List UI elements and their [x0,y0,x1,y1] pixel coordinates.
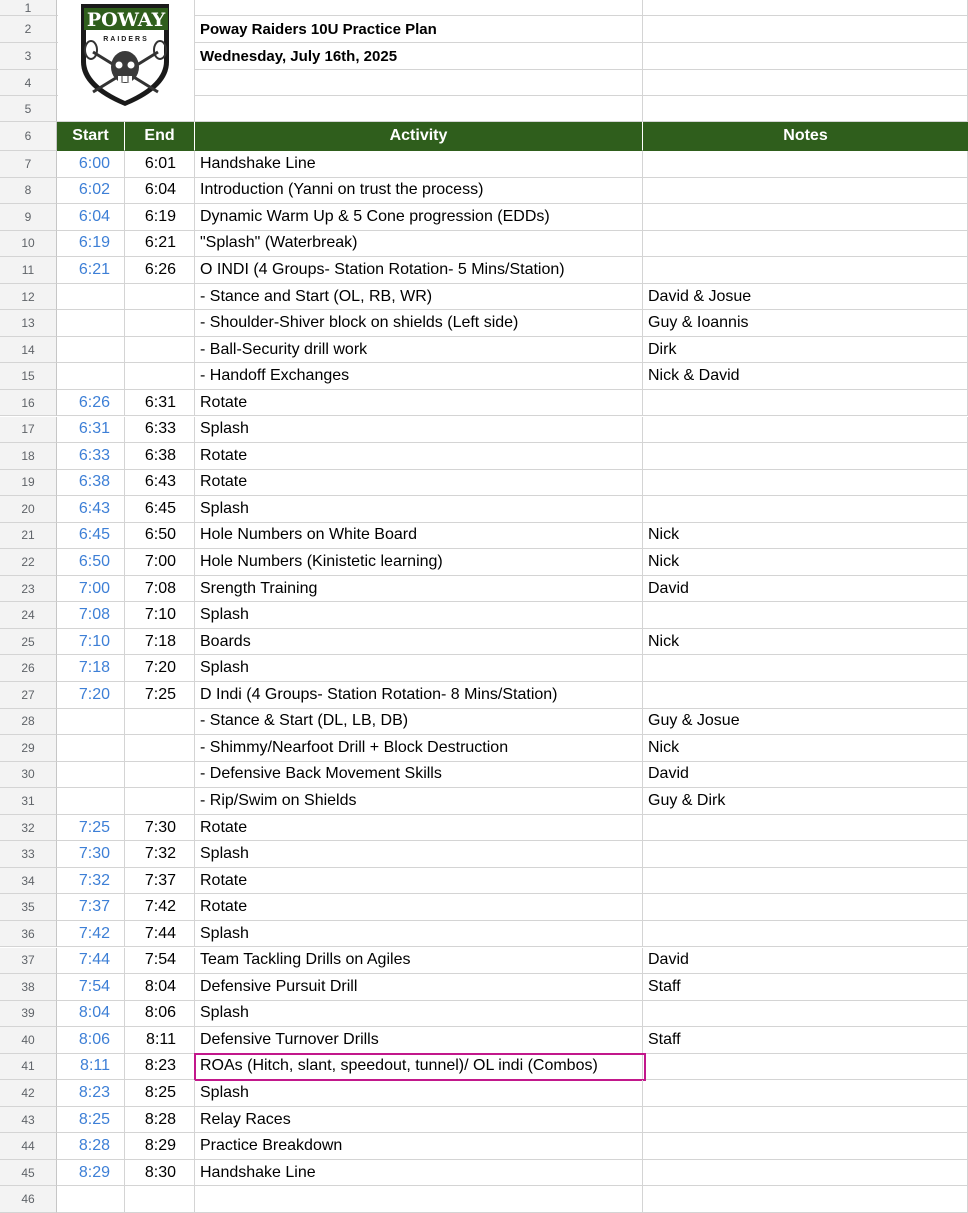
notes-cell[interactable]: Nick [643,735,968,762]
notes-cell[interactable]: Nick [643,523,968,550]
start-time-cell[interactable]: 6:43 [57,496,125,523]
end-time-cell[interactable]: 7:08 [125,576,195,603]
activity-cell[interactable]: O INDI (4 Groups- Station Rotation- 5 Mins/Station) [195,257,643,284]
table-row [0,682,968,709]
table-row [0,921,968,948]
start-time-cell[interactable]: 7:00 [57,576,125,603]
notes-cell[interactable] [643,655,968,682]
logo-name: POWAY [86,9,166,31]
notes-cell[interactable]: David [643,948,968,975]
row-number[interactable]: 34 [0,868,57,895]
row-number[interactable]: 37 [0,948,57,975]
activity-cell[interactable]: Rotate [195,868,643,895]
activity-cell[interactable]: Rotate [195,390,643,417]
table-row [0,1160,968,1187]
end-time-cell[interactable]: 7:42 [125,894,195,921]
start-time-cell[interactable]: 6:31 [57,417,125,444]
end-time-cell[interactable]: 7:30 [125,815,195,842]
table-row [0,204,968,231]
start-time-cell[interactable]: 7:44 [57,948,125,975]
activity-cell[interactable]: Splash [195,602,643,629]
activity-cell[interactable]: Handshake Line [195,1160,643,1187]
activity-cell[interactable]: D Indi (4 Groups- Station Rotation- 8 Mins/Station) [195,682,643,709]
end-time-cell[interactable]: 6:38 [125,443,195,470]
start-time-cell[interactable] [57,310,125,337]
end-time-cell[interactable]: 7:37 [125,868,195,895]
activity-cell[interactable]: Splash [195,496,643,523]
header-end[interactable]: End [125,122,195,151]
notes-cell[interactable] [643,204,968,231]
row-number[interactable]: 14 [0,337,57,364]
start-time-cell[interactable]: 7:37 [57,894,125,921]
table-row [0,1080,968,1107]
end-time-cell[interactable]: 8:25 [125,1080,195,1107]
activity-cell[interactable]: Rotate [195,443,643,470]
end-time-cell[interactable]: 8:04 [125,974,195,1001]
notes-cell[interactable]: Dirk [643,337,968,364]
end-time-cell[interactable]: 6:21 [125,231,195,258]
end-time-cell[interactable]: 7:18 [125,629,195,656]
row-number[interactable]: 8 [0,178,57,205]
end-time-cell[interactable]: 6:31 [125,390,195,417]
end-time-cell[interactable]: 6:45 [125,496,195,523]
cell[interactable] [643,0,968,16]
header-activity[interactable]: Activity [195,122,643,151]
row-number[interactable]: 46 [0,1186,57,1213]
start-time-cell[interactable]: 7:08 [57,602,125,629]
row-number[interactable]: 16 [0,390,57,417]
row-number[interactable]: 29 [0,735,57,762]
start-time-cell[interactable] [57,788,125,815]
notes-cell[interactable]: Nick [643,629,968,656]
notes-cell[interactable] [643,496,968,523]
activity-cell[interactable]: - Rip/Swim on Shields [195,788,643,815]
table-row [0,815,968,842]
row-number[interactable]: 28 [0,709,57,736]
activity-cell[interactable]: Splash [195,417,643,444]
cell[interactable] [643,43,968,70]
notes-cell[interactable]: Guy & Josue [643,709,968,736]
start-time-cell[interactable]: 6:33 [57,443,125,470]
start-time-cell[interactable] [57,363,125,390]
activity-cell[interactable]: - Ball-Security drill work [195,337,643,364]
end-time-cell[interactable] [125,337,195,364]
row-number[interactable]: 32 [0,815,57,842]
end-time-cell[interactable] [125,762,195,789]
notes-cell[interactable] [643,151,968,178]
notes-cell[interactable] [643,257,968,284]
notes-cell[interactable] [643,1001,968,1028]
end-time-cell[interactable] [125,788,195,815]
notes-cell[interactable] [643,443,968,470]
row-number[interactable]: 36 [0,921,57,948]
row-number[interactable]: 23 [0,576,57,603]
notes-cell[interactable] [643,1160,968,1187]
end-time-cell[interactable]: 6:26 [125,257,195,284]
notes-cell[interactable]: Guy & Dirk [643,788,968,815]
row-number[interactable]: 11 [0,257,57,284]
notes-cell[interactable] [643,815,968,842]
end-time-cell[interactable]: 7:20 [125,655,195,682]
end-time-cell[interactable] [125,735,195,762]
row-number[interactable]: 2 [0,16,57,43]
table-row [0,1054,968,1081]
table-row [0,549,968,576]
start-time-cell[interactable]: 7:18 [57,655,125,682]
row-number[interactable]: 41 [0,1054,57,1081]
start-time-cell[interactable]: 8:11 [57,1054,125,1081]
start-time-cell[interactable]: 7:20 [57,682,125,709]
notes-cell[interactable]: David [643,762,968,789]
table-row [0,178,968,205]
row-number[interactable]: 40 [0,1027,57,1054]
end-time-cell[interactable] [125,363,195,390]
row-number[interactable]: 42 [0,1080,57,1107]
notes-cell[interactable]: Nick & David [643,363,968,390]
activity-cell[interactable]: Rotate [195,894,643,921]
table-row [0,629,968,656]
start-time-cell[interactable]: 7:54 [57,974,125,1001]
start-time-cell[interactable]: 7:32 [57,868,125,895]
activity-cell[interactable]: Splash [195,1080,643,1107]
cell[interactable] [643,96,968,122]
table-row [0,363,968,390]
notes-cell[interactable] [643,682,968,709]
table-row [0,417,968,444]
activity-cell[interactable]: Srength Training [195,576,643,603]
activity-cell[interactable]: - Shimmy/Nearfoot Drill + Block Destruction [195,735,643,762]
activity-cell[interactable]: Hole Numbers (Kinistetic learning) [195,549,643,576]
end-time-cell[interactable]: 6:43 [125,470,195,497]
header-row [0,122,968,151]
table-row [0,655,968,682]
activity-cell[interactable]: Rotate [195,815,643,842]
cell[interactable] [195,96,643,122]
start-time-cell[interactable]: 6:26 [57,390,125,417]
notes-cell[interactable] [643,390,968,417]
start-time-cell[interactable]: 6:38 [57,470,125,497]
activity-cell[interactable]: Splash [195,841,643,868]
cell[interactable] [195,70,643,96]
start-time-cell[interactable]: 7:10 [57,629,125,656]
row-number[interactable]: 31 [0,788,57,815]
row-number[interactable]: 35 [0,894,57,921]
table-row [0,841,968,868]
start-time-cell[interactable]: 7:42 [57,921,125,948]
table-row [0,310,968,337]
activity-cell[interactable]: - Stance and Start (OL, RB, WR) [195,284,643,311]
row-number[interactable]: 7 [0,151,57,178]
row-number[interactable]: 38 [0,974,57,1001]
notes-cell[interactable] [643,602,968,629]
start-time-cell[interactable]: 6:50 [57,549,125,576]
table-row [0,470,968,497]
notes-cell[interactable] [643,1133,968,1160]
start-time-cell[interactable] [57,762,125,789]
notes-cell[interactable]: Staff [643,1027,968,1054]
activity-cell[interactable]: Boards [195,629,643,656]
row-number[interactable]: 43 [0,1107,57,1134]
start-time-cell[interactable]: 6:21 [57,257,125,284]
activity-cell[interactable]: Splash [195,1001,643,1028]
notes-cell[interactable]: Nick [643,549,968,576]
table-row [0,151,968,178]
notes-cell[interactable] [643,921,968,948]
table-row [0,868,968,895]
notes-cell[interactable] [643,178,968,205]
notes-cell[interactable] [643,1107,968,1134]
start-time-cell[interactable]: 8:29 [57,1160,125,1187]
table-row [0,443,968,470]
table-row [0,894,968,921]
row-number[interactable]: 18 [0,443,57,470]
start-time-cell[interactable]: 7:25 [57,815,125,842]
end-time-cell[interactable]: 8:11 [125,1027,195,1054]
table-row [0,523,968,550]
end-time-cell[interactable]: 7:10 [125,602,195,629]
sheet-date[interactable]: Wednesday, July 16th, 2025 [195,43,643,70]
table-row [0,576,968,603]
row-number[interactable]: 30 [0,762,57,789]
start-time-cell[interactable]: 6:19 [57,231,125,258]
end-time-cell[interactable] [125,284,195,311]
row-number[interactable]: 19 [0,470,57,497]
notes-cell[interactable] [643,841,968,868]
notes-cell[interactable] [643,868,968,895]
table-row [0,709,968,736]
activity-cell[interactable]: Splash [195,921,643,948]
skull-lacrosse-shield-icon [58,0,194,121]
logo-sub: RAIDERS [103,36,149,43]
team-logo [58,0,194,121]
notes-cell[interactable] [643,231,968,258]
activity-cell[interactable]: Dynamic Warm Up & 5 Cone progression (EDDs) [195,204,643,231]
start-time-cell[interactable]: 8:04 [57,1001,125,1028]
row-number[interactable]: 45 [0,1160,57,1187]
row-number[interactable]: 4 [0,70,57,96]
activity-cell[interactable]: Hole Numbers on White Board [195,523,643,550]
activity-cell[interactable]: - Handoff Exchanges [195,363,643,390]
notes-cell[interactable] [643,1054,968,1081]
activity-cell[interactable]: Practice Breakdown [195,1133,643,1160]
end-time-cell[interactable]: 8:29 [125,1133,195,1160]
activity-cell[interactable]: Handshake Line [195,151,643,178]
table-row [0,762,968,789]
row-number[interactable]: 3 [0,43,57,70]
row-number[interactable]: 25 [0,629,57,656]
start-time-cell[interactable]: 6:45 [57,523,125,550]
end-time-cell[interactable]: 8:28 [125,1107,195,1134]
table-row [0,231,968,258]
start-time-cell[interactable] [57,337,125,364]
notes-cell[interactable]: Staff [643,974,968,1001]
row-number[interactable]: 1 [0,0,57,16]
start-time-cell[interactable]: 8:25 [57,1107,125,1134]
notes-cell[interactable] [643,417,968,444]
end-time-cell[interactable]: 8:23 [125,1054,195,1081]
activity-cell[interactable]: - Shoulder-Shiver block on shields (Left side) [195,310,643,337]
end-time-cell[interactable]: 8:30 [125,1160,195,1187]
end-time-cell[interactable]: 7:32 [125,841,195,868]
end-time-cell[interactable]: 8:06 [125,1001,195,1028]
row-number[interactable]: 26 [0,655,57,682]
start-time-cell[interactable] [57,709,125,736]
start-time-cell[interactable] [57,284,125,311]
row-number[interactable]: 10 [0,231,57,258]
end-time-cell[interactable] [125,709,195,736]
row-number[interactable]: 20 [0,496,57,523]
start-time-cell[interactable]: 8:06 [57,1027,125,1054]
row-number[interactable]: 5 [0,96,57,122]
end-time-cell[interactable] [125,310,195,337]
end-time-cell[interactable]: 6:01 [125,151,195,178]
header-start[interactable]: Start [57,122,125,151]
start-time-cell[interactable]: 6:02 [57,178,125,205]
end-time-cell[interactable]: 6:04 [125,178,195,205]
table-row [0,974,968,1001]
activity-cell[interactable]: Rotate [195,470,643,497]
table-row [0,337,968,364]
row-number[interactable]: 12 [0,284,57,311]
cell[interactable] [195,0,643,16]
table-row [0,284,968,311]
end-time-cell[interactable]: 6:19 [125,204,195,231]
row-number[interactable]: 27 [0,682,57,709]
row-number[interactable]: 13 [0,310,57,337]
table-row [0,390,968,417]
table-row [0,1107,968,1134]
start-time-cell[interactable]: 7:30 [57,841,125,868]
notes-cell[interactable] [643,470,968,497]
cell[interactable] [643,70,968,96]
table-row [0,948,968,975]
activity-cell[interactable]: ROAs (Hitch, slant, speedout, tunnel)/ OL indi (Combos) [195,1054,643,1081]
row-number[interactable]: 22 [0,549,57,576]
activity-cell[interactable]: Introduction (Yanni on trust the process) [195,178,643,205]
row-number[interactable]: 17 [0,417,57,444]
start-time-cell[interactable]: 8:23 [57,1080,125,1107]
row-number[interactable]: 33 [0,841,57,868]
table-row [0,1001,968,1028]
table-row [0,788,968,815]
header-notes[interactable]: Notes [643,122,968,151]
row-number[interactable]: 9 [0,204,57,231]
activity-cell[interactable]: - Defensive Back Movement Skills [195,762,643,789]
table-row [0,735,968,762]
end-time-cell[interactable]: 7:54 [125,948,195,975]
notes-cell[interactable]: David & Josue [643,284,968,311]
end-time-cell[interactable]: 6:33 [125,417,195,444]
row-number[interactable]: 24 [0,602,57,629]
row-number[interactable]: 39 [0,1001,57,1028]
activity-cell[interactable]: Splash [195,655,643,682]
start-time-cell[interactable]: 8:28 [57,1133,125,1160]
notes-cell[interactable] [643,894,968,921]
end-time-cell[interactable]: 6:50 [125,523,195,550]
end-time-cell[interactable]: 7:00 [125,549,195,576]
end-time-cell[interactable]: 7:25 [125,682,195,709]
table-row [0,496,968,523]
activity-cell[interactable]: Defensive Turnover Drills [195,1027,643,1054]
row-number[interactable]: 44 [0,1133,57,1160]
start-time-cell[interactable]: 6:00 [57,151,125,178]
start-time-cell[interactable] [57,735,125,762]
activity-cell[interactable]: "Splash" (Waterbreak) [195,231,643,258]
notes-cell[interactable]: Guy & Ioannis [643,310,968,337]
table-row [0,257,968,284]
activity-cell[interactable]: Defensive Pursuit Drill [195,974,643,1001]
row-number[interactable]: 6 [0,122,57,151]
table-row [0,1027,968,1054]
row-number[interactable]: 15 [0,363,57,390]
end-time-cell[interactable]: 7:44 [125,921,195,948]
notes-cell[interactable] [643,1080,968,1107]
table-row [0,1133,968,1160]
activity-cell[interactable]: Relay Races [195,1107,643,1134]
activity-cell[interactable]: - Stance & Start (DL, LB, DB) [195,709,643,736]
row-number[interactable]: 21 [0,523,57,550]
start-time-cell[interactable]: 6:04 [57,204,125,231]
sheet-title[interactable]: Poway Raiders 10U Practice Plan [195,16,643,43]
notes-cell[interactable]: David [643,576,968,603]
activity-cell[interactable]: Team Tackling Drills on Agiles [195,948,643,975]
table-row [0,602,968,629]
cell[interactable] [643,16,968,43]
